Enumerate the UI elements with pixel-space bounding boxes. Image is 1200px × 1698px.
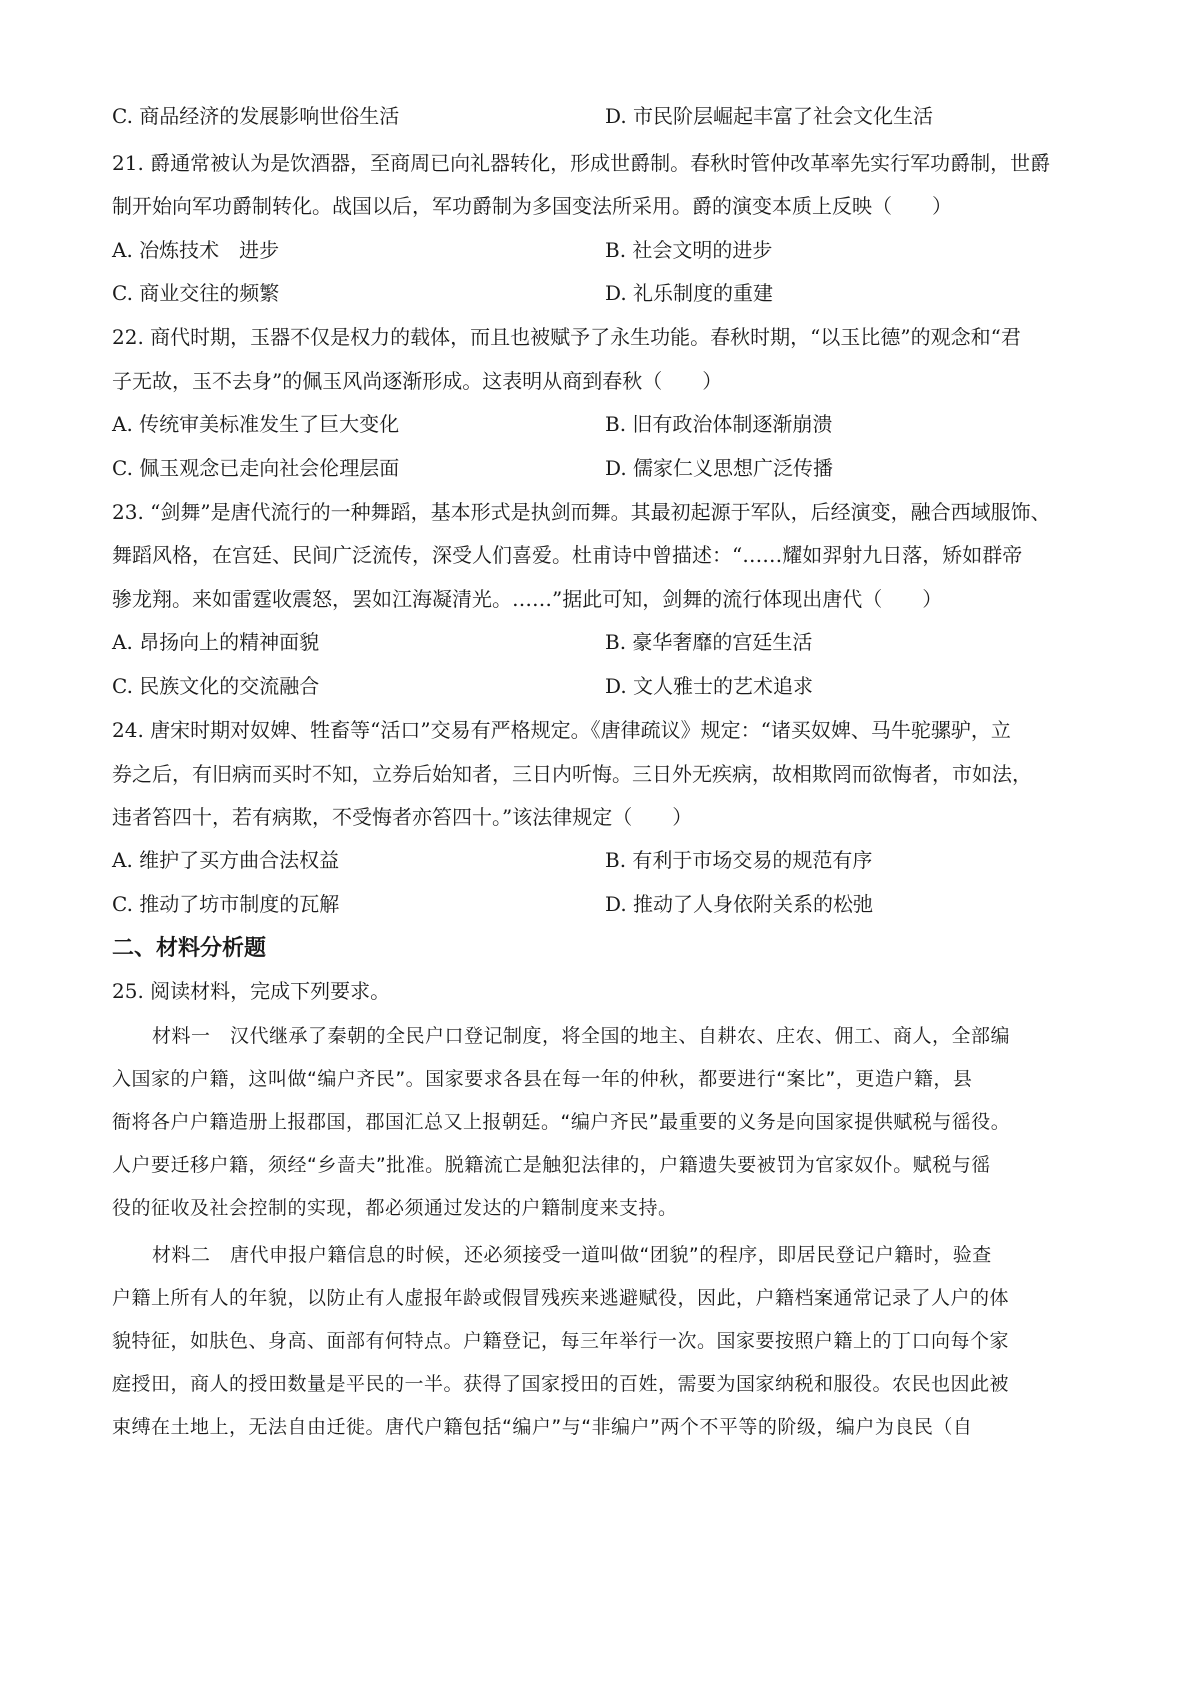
- q25-intro: 25. 阅读材料，完成下列要求。: [112, 979, 391, 1003]
- q20-option-c: C. 商品经济的发展影响世俗生活: [112, 104, 400, 128]
- material-one-line-4: 人户要迁移户籍，须经“乡啬夫”批准。脱籍流亡是触犯法律的，户籍遗失要被罚为官家奴仆。赋税与徭: [112, 1154, 991, 1176]
- material-two-line-1: 材料二 唐代申报户籍信息的时候，还必须接受一道叫做“团貌”的程序，即居民登记户籍时，验查: [152, 1244, 992, 1266]
- q23-option-d: D. 文人雅士的艺术追求: [605, 674, 814, 698]
- q22-option-d: D. 儒家仁义思想广泛传播: [605, 456, 834, 480]
- q21-option-a: A. 冶炼技术 进步: [112, 238, 280, 262]
- material-one-line-3: 衙将各户户籍造册上报郡国，郡国汇总又上报朝廷。“编户齐民”最重要的义务是向国家提供赋税与徭役。: [112, 1111, 1011, 1133]
- material-two-line-4: 庭授田，商人的授田数量是平民的一半。获得了国家授田的百姓，需要为国家纳税和服役。农民也因此被: [112, 1373, 1010, 1395]
- q21-stem-line-1: 21. 爵通常被认为是饮酒器，至商周已向礼器转化，形成世爵制。春秋时管仲改革率先实行军功爵制，世爵: [112, 151, 1051, 175]
- section-heading: 二、材料分析题: [112, 935, 267, 961]
- q24-stem-line-1: 24. 唐宋时期对奴婢、牲畜等“活口”交易有严格规定。《唐律疏议》规定：“诸买奴婢、马牛驼骡驴，立: [112, 718, 1011, 742]
- q20-option-d: D. 市民阶层崛起丰富了社会文化生活: [605, 104, 934, 128]
- q22-option-c: C. 佩玉观念已走向社会伦理层面: [112, 456, 400, 480]
- q21-option-d: D. 礼乐制度的重建: [605, 281, 774, 305]
- q22-option-b: B. 旧有政治体制逐渐崩溃: [605, 412, 833, 436]
- q21-option-b: B. 社会文明的进步: [605, 238, 773, 262]
- q23-option-c: C. 民族文化的交流融合: [112, 674, 320, 698]
- q23-option-b: B. 豪华奢靡的宫廷生活: [605, 630, 813, 654]
- material-two-line-2: 户籍上所有人的年貌，以防止有人虚报年龄或假冒残疾来逃避赋役，因此，户籍档案通常记录了人户的体: [112, 1287, 1010, 1309]
- material-two-line-5: 束缚在土地上，无法自由迁徙。唐代户籍包括“编户”与“非编户”两个不平等的阶级，编户为良民（自: [112, 1416, 973, 1438]
- q24-option-b: B. 有利于市场交易的规范有序: [605, 848, 873, 872]
- material-one-line-5: 役的征收及社会控制的实现，都必须通过发达的户籍制度来支持。: [112, 1197, 678, 1219]
- q21-stem-line-2: 制开始向军功爵制转化。战国以后，军功爵制为多国变法所采用。爵的演变本质上反映（ ）: [112, 194, 952, 218]
- q23-stem-line-3: 骖龙翔。来如雷霆收震怒，罢如江海凝清光。……”据此可知，剑舞的流行体现出唐代（ ）: [112, 587, 943, 611]
- material-one-line-1: 材料一 汉代继承了秦朝的全民户口登记制度，将全国的地主、自耕农、庄农、佣工、商人，全部编: [152, 1025, 1011, 1047]
- material-two-line-3: 貌特征，如肤色、身高、面部有何特点。户籍登记，每三年举行一次。国家要按照户籍上的丁口向每个家: [112, 1330, 1010, 1352]
- q24-option-d: D. 推动了人身依附关系的松弛: [605, 892, 874, 916]
- q23-stem-line-2: 舞蹈风格，在宫廷、民间广泛流传，深受人们喜爱。杜甫诗中曾描述：“……耀如羿射九日落，矫如群帝: [112, 543, 1023, 567]
- q24-stem-line-2: 券之后，有旧病而买时不知，立券后始知者，三日内听悔。三日外无疾病，故相欺罔而欲悔者，市如法，: [112, 762, 1032, 786]
- q23-option-a: A. 昂扬向上的精神面貌: [112, 630, 320, 654]
- q24-option-a: A. 维护了买方曲合法权益: [112, 848, 340, 872]
- q24-option-c: C. 推动了坊市制度的瓦解: [112, 892, 340, 916]
- material-one-line-2: 入国家的户籍，这叫做“编户齐民”。国家要求各县在每一年的仲秋，都要进行“案比”，更造户籍，县: [112, 1068, 973, 1090]
- q23-stem-line-1: 23. “剑舞”是唐代流行的一种舞蹈，基本形式是执剑而舞。其最初起源于军队，后经演变，融合西域服饰、: [112, 500, 1051, 524]
- q22-stem-line-1: 22. 商代时期，玉器不仅是权力的载体，而且也被赋予了永生功能。春秋时期，“以玉比德”的观念和“君: [112, 325, 1021, 349]
- q22-stem-line-2: 子无故，玉不去身”的佩玉风尚逐渐形成。这表明从商到春秋（ ）: [112, 369, 723, 393]
- q22-option-a: A. 传统审美标准发生了巨大变化: [112, 412, 400, 436]
- q21-option-c: C. 商业交往的频繁: [112, 281, 280, 305]
- q24-stem-line-3: 违者笞四十，若有病欺，不受悔者亦笞四十。”该法律规定（ ）: [112, 805, 693, 829]
